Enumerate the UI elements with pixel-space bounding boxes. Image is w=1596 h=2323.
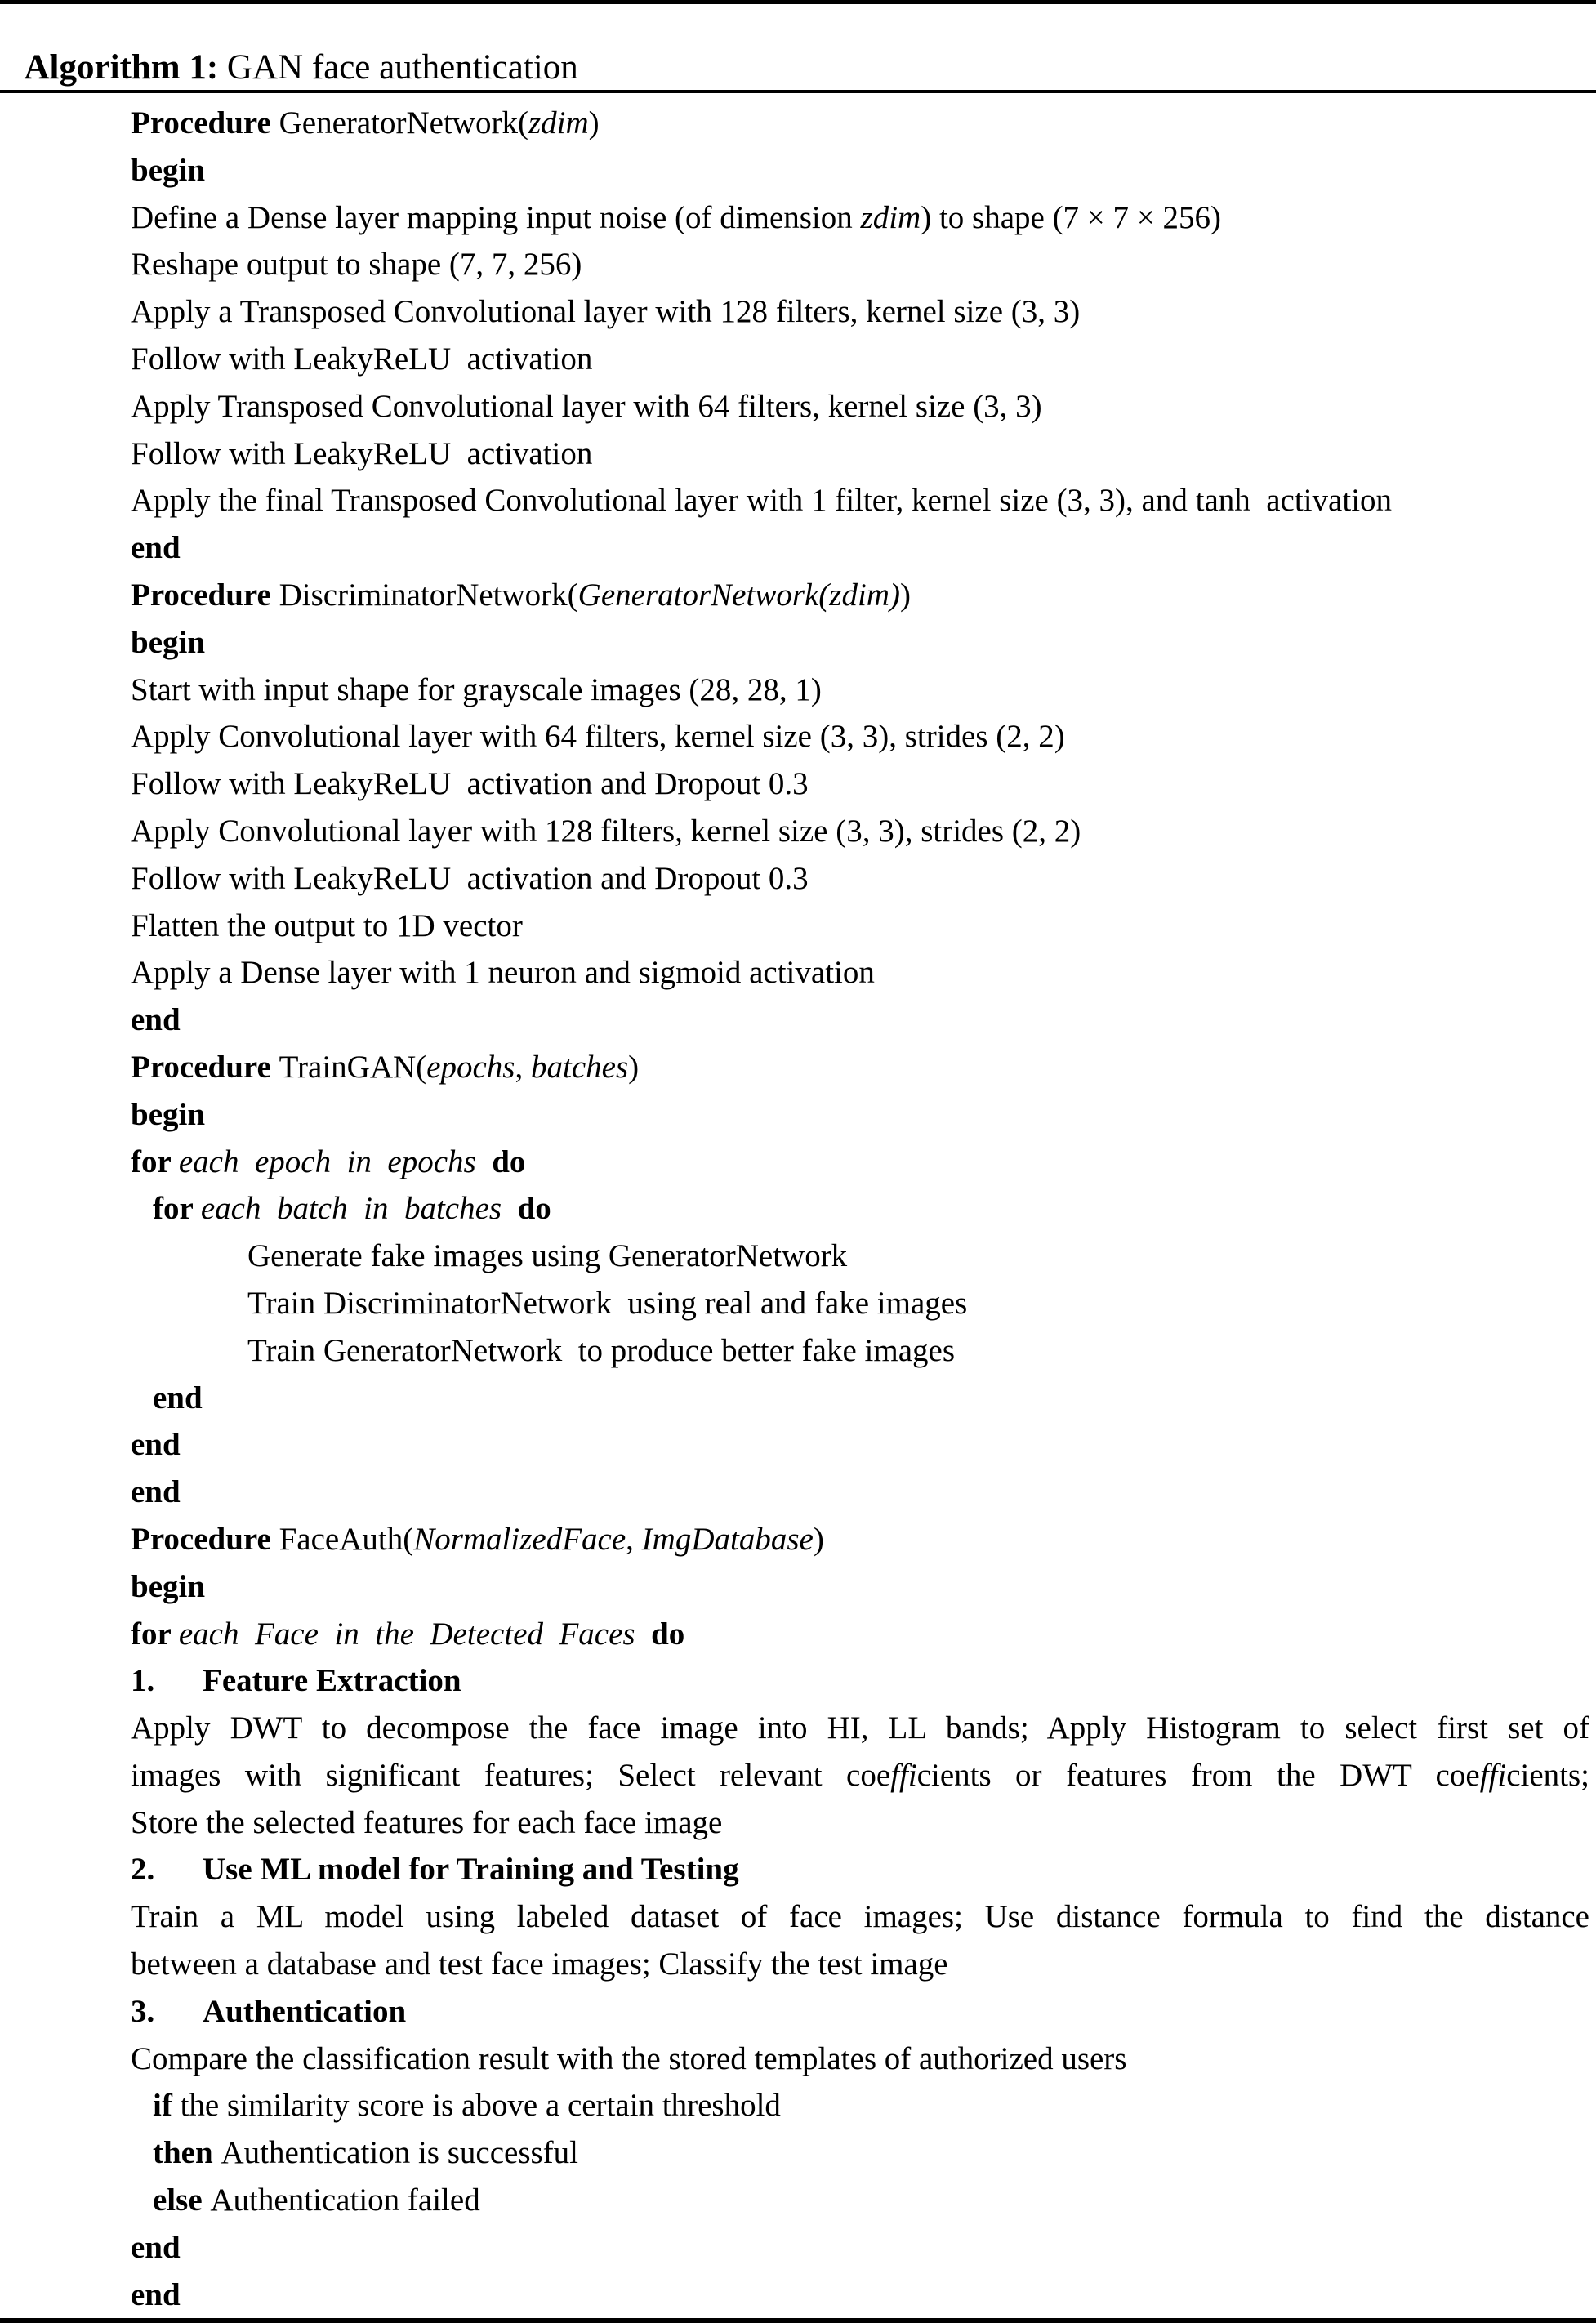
text-segment: Use ML model for Training and Testing xyxy=(203,1852,739,1888)
text-segment: images with significant features; Select relevant coe xyxy=(131,1757,891,1793)
text-segment: Compare the classification result with the stored templates of authorized users xyxy=(131,2040,1127,2076)
algorithm-line xyxy=(0,1516,1596,1563)
text-segment: GeneratorNetwork( xyxy=(279,105,528,140)
text-segment: do xyxy=(517,1191,551,1227)
algorithm-header xyxy=(0,4,1596,90)
text-segment: GeneratorNetwork(zdim) xyxy=(577,577,900,613)
text-segment: end xyxy=(153,1380,203,1416)
algorithm-line xyxy=(0,903,1596,950)
text-segment: do xyxy=(651,1616,685,1652)
text-segment xyxy=(476,1144,493,1179)
algorithm-line xyxy=(0,430,1596,478)
algorithm-line xyxy=(0,1893,1596,1941)
text-segment: begin xyxy=(131,152,206,188)
algorithm-line xyxy=(0,1705,1596,1752)
text-segment: end xyxy=(131,2229,181,2265)
step-number: 1. xyxy=(131,1663,155,1699)
text-segment: Procedure xyxy=(131,1049,279,1085)
algorithm-title: GAN face authentication xyxy=(218,48,578,87)
algorithm-line xyxy=(0,855,1596,903)
text-segment: cients or features from the DWT coe xyxy=(916,1757,1480,1793)
algorithm-line xyxy=(0,288,1596,336)
algorithm-line xyxy=(0,2272,1596,2319)
text-segment: cients; xyxy=(1506,1757,1590,1793)
text-segment: Apply a Transposed Convolutional layer with 128 filters, kernel size (3, 3) xyxy=(131,294,1081,330)
algorithm-line xyxy=(0,1233,1596,1280)
algorithm-line xyxy=(0,1657,1596,1705)
text-segment: Reshape output to shape (7, 7, 256) xyxy=(131,247,582,283)
algorithm-line xyxy=(0,1799,1596,1847)
text-segment xyxy=(502,1191,518,1226)
text-segment: Follow with LeakyReLU activation and Dropout 0.3 xyxy=(131,766,809,802)
algorithm-line xyxy=(0,1185,1596,1233)
text-segment: ffi xyxy=(1479,1757,1507,1793)
text-segment: Store the selected features for each face image xyxy=(131,1804,723,1840)
text-segment: then xyxy=(153,2135,221,2171)
text-segment: end xyxy=(131,2276,181,2312)
text-segment: Apply DWT to decompose the face image into HI, LL bands; Apply Histogram to select first set of xyxy=(131,1710,1589,1746)
text-segment: Authentication failed xyxy=(210,2183,480,2218)
algorithm-line xyxy=(0,1469,1596,1516)
text-segment: Follow with LeakyReLU activation xyxy=(131,341,593,377)
algorithm-line xyxy=(0,1988,1596,2035)
text-segment: else xyxy=(153,2183,211,2218)
algorithm-line xyxy=(0,760,1596,808)
algorithm-line xyxy=(0,2035,1596,2083)
text-segment: zdim xyxy=(860,199,921,235)
text-segment: ffi xyxy=(890,1757,917,1793)
text-segment xyxy=(635,1616,652,1652)
text-segment: end xyxy=(131,1474,181,1510)
text-segment: Follow with LeakyReLU activation and Dropout 0.3 xyxy=(131,860,809,896)
algorithm-line xyxy=(0,1327,1596,1375)
text-segment: end xyxy=(131,530,181,566)
text-segment: do xyxy=(492,1144,526,1179)
text-segment: begin xyxy=(131,624,206,660)
text-segment: for xyxy=(131,1144,179,1179)
algorithm-body xyxy=(0,93,1596,2318)
text-segment: , xyxy=(626,1521,642,1557)
algorithm-line xyxy=(0,1421,1596,1469)
text-segment: ) to shape (7 × 7 × 256) xyxy=(921,199,1222,235)
text-segment: the similarity score is above a certain threshold xyxy=(180,2088,781,2124)
text-segment: Procedure xyxy=(131,577,279,613)
text-segment: Train a ML model using labeled dataset of face images; Use distance formula to find the distance xyxy=(131,1899,1589,1935)
text-segment: zdim xyxy=(528,105,589,140)
text-segment: each epoch in epochs xyxy=(178,1144,476,1179)
text-segment: ) xyxy=(628,1049,640,1085)
text-segment: end xyxy=(131,1427,181,1463)
text-segment: Flatten the output to 1D vector xyxy=(131,907,523,943)
algorithm-line xyxy=(0,100,1596,147)
algorithm-line xyxy=(0,2177,1596,2224)
text-segment: Define a Dense layer mapping input noise (of dimension xyxy=(131,199,861,235)
algorithm-line xyxy=(0,147,1596,194)
text-segment: for xyxy=(131,1616,179,1652)
algorithm-line xyxy=(0,2224,1596,2272)
text-segment: ) xyxy=(899,577,911,613)
text-segment: , xyxy=(515,1049,531,1085)
algorithm-line xyxy=(0,2082,1596,2129)
algorithm-line xyxy=(0,1044,1596,1091)
algorithm-line xyxy=(0,336,1596,383)
algorithm-line xyxy=(0,1091,1596,1139)
text-segment: Procedure xyxy=(131,105,279,140)
text-segment: each batch in batches xyxy=(200,1191,502,1227)
text-segment: Procedure xyxy=(131,1521,279,1557)
text-segment: begin xyxy=(131,1096,206,1132)
text-segment: Generate fake images using GeneratorNetwork xyxy=(247,1238,848,1274)
algorithm-line xyxy=(0,997,1596,1044)
algorithm-line xyxy=(0,667,1596,714)
text-segment: batches xyxy=(530,1049,629,1085)
algorithm-line xyxy=(0,1563,1596,1611)
text-segment: Apply a Dense layer with 1 neuron and sigmoid activation xyxy=(131,955,875,991)
algorithm-line xyxy=(0,619,1596,667)
text-segment: Apply Convolutional layer with 128 filters, kernel size (3, 3), strides (2, 2) xyxy=(131,813,1081,849)
step-number: 3. xyxy=(131,1993,155,2029)
algorithm-line xyxy=(0,477,1596,524)
text-segment: each Face in the Detected Faces xyxy=(178,1616,635,1652)
text-segment: if xyxy=(153,2088,181,2124)
text-segment: for xyxy=(153,1191,201,1227)
algorithm-line xyxy=(0,808,1596,855)
text-segment: Apply Transposed Convolutional layer with 64 filters, kernel size (3, 3) xyxy=(131,388,1042,424)
algorithm-line xyxy=(0,2129,1596,2177)
algorithm-line xyxy=(0,1941,1596,1988)
algorithm-line xyxy=(0,194,1596,242)
text-segment: ImgDatabase xyxy=(641,1521,814,1557)
step-number: 2. xyxy=(131,1852,155,1888)
bottom-rule xyxy=(0,2318,1596,2323)
algorithm-line xyxy=(0,1752,1596,1799)
algorithm-line xyxy=(0,383,1596,430)
text-segment: Follow with LeakyReLU activation xyxy=(131,435,593,471)
text-segment: Train GeneratorNetwork to produce better fake images xyxy=(247,1332,955,1368)
text-segment: TrainGAN( xyxy=(279,1049,427,1085)
algorithm-line xyxy=(0,524,1596,572)
text-segment: Authentication xyxy=(203,1993,407,2029)
text-segment: Feature Extraction xyxy=(203,1663,461,1699)
text-segment: Authentication is successful xyxy=(221,2135,579,2171)
text-segment: begin xyxy=(131,1568,206,1604)
algorithm-line xyxy=(0,1846,1596,1893)
text-segment: between a database and test face images; Classify the test image xyxy=(131,1946,948,1982)
text-segment: NormalizedFace xyxy=(413,1521,626,1557)
algorithm-line xyxy=(0,572,1596,619)
text-segment: Apply the final Transposed Convolutional layer with 1 filter, kernel size (3, 3), and tanh activation xyxy=(131,483,1393,519)
algorithm-line xyxy=(0,1280,1596,1327)
text-segment: ) xyxy=(588,105,600,140)
text-segment: Train DiscriminatorNetwork using real and fake images xyxy=(247,1285,968,1321)
algorithm-line xyxy=(0,241,1596,288)
algorithm-line xyxy=(0,1611,1596,1658)
text-segment: Start with input shape for grayscale images (28, 28, 1) xyxy=(131,671,822,707)
text-segment: ) xyxy=(813,1521,824,1557)
algorithm-line xyxy=(0,1139,1596,1186)
text-segment: epochs xyxy=(426,1049,515,1085)
text-segment: FaceAuth( xyxy=(279,1521,414,1557)
text-segment: end xyxy=(131,1002,181,1038)
text-segment: Apply Convolutional layer with 64 filters, kernel size (3, 3), strides (2, 2) xyxy=(131,719,1065,755)
algorithm-line xyxy=(0,713,1596,760)
algorithm-line xyxy=(0,1375,1596,1422)
algorithm-line xyxy=(0,949,1596,997)
algorithm-number-label: Algorithm 1: xyxy=(24,48,219,87)
text-segment: DiscriminatorNetwork( xyxy=(279,577,578,613)
